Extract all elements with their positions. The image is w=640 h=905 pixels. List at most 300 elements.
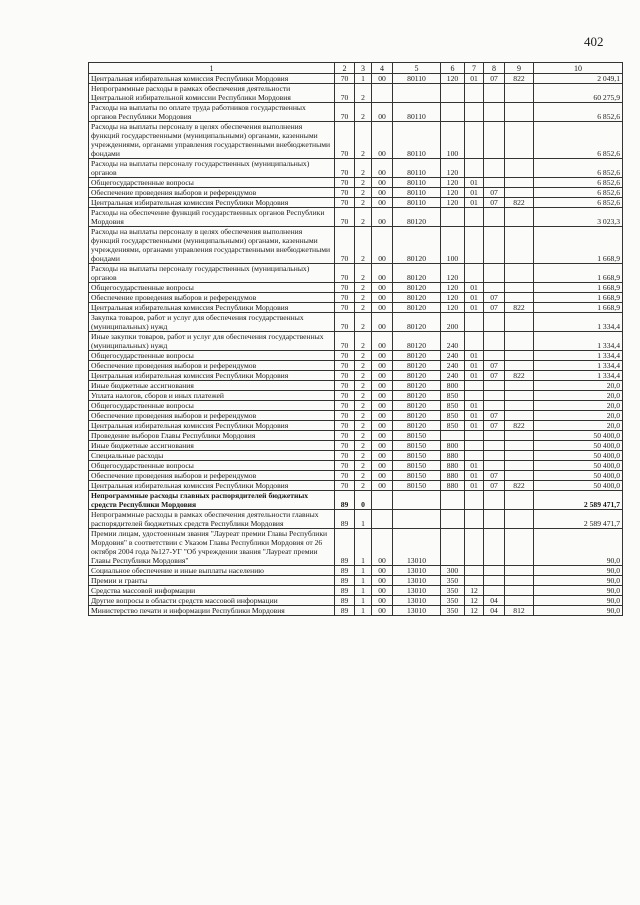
cell-c6: 850: [441, 401, 465, 411]
cell-c7: [465, 451, 484, 461]
cell-c3: 0: [355, 491, 372, 510]
cell-c4: 00: [372, 283, 393, 293]
cell-c8: [484, 441, 505, 451]
cell-c4: 00: [372, 586, 393, 596]
cell-c9: [505, 431, 534, 441]
cell-c6: 350: [441, 586, 465, 596]
table-body: [89, 74, 623, 616]
cell-c9: [505, 451, 534, 461]
cell-c7: 01: [465, 461, 484, 471]
cell-c5: 80120: [393, 411, 441, 421]
cell-c10: 50 400,0: [534, 441, 623, 451]
cell-c8: [484, 178, 505, 188]
cell-c7: 01: [465, 188, 484, 198]
cell-c2: 70: [335, 421, 355, 431]
cell-c4: 00: [372, 159, 393, 178]
row-label: Премии и гранты: [89, 576, 335, 586]
cell-c3: 2: [355, 401, 372, 411]
cell-c2: 70: [335, 159, 355, 178]
cell-c9: 822: [505, 198, 534, 208]
row-label: Общегосударственные вопросы: [89, 178, 335, 188]
cell-c6: 120: [441, 159, 465, 178]
cell-c4: 00: [372, 208, 393, 227]
cell-c9: 822: [505, 481, 534, 491]
cell-c10: 50 400,0: [534, 451, 623, 461]
column-header: 4: [372, 63, 393, 74]
cell-c2: 89: [335, 491, 355, 510]
cell-c9: 812: [505, 606, 534, 616]
cell-c2: 89: [335, 529, 355, 566]
cell-c3: 2: [355, 332, 372, 351]
cell-c6: 100: [441, 122, 465, 159]
cell-c6: 800: [441, 441, 465, 451]
column-header: 7: [465, 63, 484, 74]
cell-c10: 20,0: [534, 381, 623, 391]
cell-c8: [484, 586, 505, 596]
cell-c9: [505, 510, 534, 529]
cell-c10: 6 852,6: [534, 178, 623, 188]
cell-c7: 01: [465, 371, 484, 381]
cell-c2: 70: [335, 411, 355, 421]
cell-c2: 70: [335, 313, 355, 332]
cell-c6: 120: [441, 283, 465, 293]
table-row: [89, 461, 623, 471]
cell-c5: 80150: [393, 481, 441, 491]
cell-c3: 2: [355, 283, 372, 293]
cell-c5: 80110: [393, 178, 441, 188]
cell-c2: 70: [335, 381, 355, 391]
cell-c2: 70: [335, 198, 355, 208]
cell-c10: 90,0: [534, 529, 623, 566]
cell-c2: 70: [335, 332, 355, 351]
cell-c7: [465, 84, 484, 103]
cell-c4: 00: [372, 566, 393, 576]
cell-c3: 2: [355, 351, 372, 361]
cell-c10: 1 668,9: [534, 303, 623, 313]
cell-c2: 89: [335, 566, 355, 576]
cell-c6: 800: [441, 381, 465, 391]
cell-c5: 80120: [393, 283, 441, 293]
cell-c9: [505, 188, 534, 198]
cell-c2: 70: [335, 188, 355, 198]
table-row: [89, 283, 623, 293]
cell-c7: [465, 227, 484, 264]
cell-c3: 1: [355, 74, 372, 84]
row-label: Центральная избирательная комиссия Республики Мордовия: [89, 371, 335, 381]
cell-c6: 240: [441, 361, 465, 371]
cell-c7: [465, 381, 484, 391]
row-label: Расходы на выплаты персоналу государственных (муниципальных) органов: [89, 159, 335, 178]
cell-c8: [484, 576, 505, 586]
cell-c8: 07: [484, 293, 505, 303]
cell-c7: [465, 313, 484, 332]
table-row: [89, 606, 623, 616]
table-row: [89, 371, 623, 381]
cell-c7: 12: [465, 606, 484, 616]
cell-c6: 120: [441, 198, 465, 208]
cell-c8: [484, 391, 505, 401]
cell-c4: 00: [372, 461, 393, 471]
cell-c3: 2: [355, 381, 372, 391]
cell-c5: 80120: [393, 391, 441, 401]
cell-c4: 00: [372, 188, 393, 198]
cell-c5: 13010: [393, 566, 441, 576]
cell-c10: 20,0: [534, 411, 623, 421]
cell-c8: [484, 122, 505, 159]
cell-c8: 07: [484, 188, 505, 198]
table-row: [89, 529, 623, 566]
cell-c5: 80110: [393, 198, 441, 208]
cell-c8: [484, 491, 505, 510]
cell-c6: 100: [441, 227, 465, 264]
cell-c3: 2: [355, 159, 372, 178]
cell-c6: [441, 510, 465, 529]
cell-c5: 13010: [393, 529, 441, 566]
table-row: [89, 159, 623, 178]
cell-c3: 1: [355, 510, 372, 529]
cell-c8: 07: [484, 421, 505, 431]
cell-c10: 1 668,9: [534, 227, 623, 264]
cell-c8: [484, 313, 505, 332]
cell-c10: 6 852,6: [534, 122, 623, 159]
cell-c10: 20,0: [534, 421, 623, 431]
cell-c6: [441, 431, 465, 441]
cell-c6: 120: [441, 303, 465, 313]
cell-c10: 50 400,0: [534, 431, 623, 441]
table-row: [89, 188, 623, 198]
table-row: [89, 313, 623, 332]
row-label: Иные бюджетные ассигнования: [89, 441, 335, 451]
table-row: [89, 576, 623, 586]
row-label: Иные бюджетные ассигнования: [89, 381, 335, 391]
row-label: Другие вопросы в области средств массовой информации: [89, 596, 335, 606]
row-label: Закупка товаров, работ и услуг для обеспечения государственных (муниципальных) нужд: [89, 313, 335, 332]
cell-c6: 120: [441, 264, 465, 283]
cell-c6: 240: [441, 332, 465, 351]
cell-c8: [484, 332, 505, 351]
cell-c10: 1 668,9: [534, 283, 623, 293]
cell-c7: 01: [465, 421, 484, 431]
cell-c10: 50 400,0: [534, 471, 623, 481]
cell-c6: 850: [441, 411, 465, 421]
table-row: [89, 227, 623, 264]
cell-c6: 120: [441, 74, 465, 84]
cell-c7: [465, 332, 484, 351]
cell-c9: [505, 208, 534, 227]
table-row: [89, 421, 623, 431]
cell-c4: 00: [372, 391, 393, 401]
cell-c7: [465, 576, 484, 586]
cell-c8: [484, 159, 505, 178]
cell-c4: [372, 491, 393, 510]
cell-c2: 70: [335, 461, 355, 471]
cell-c5: 80120: [393, 264, 441, 283]
cell-c4: 00: [372, 227, 393, 264]
cell-c8: 07: [484, 74, 505, 84]
row-label: Социальное обеспечение и иные выплаты населению: [89, 566, 335, 576]
cell-c5: 80120: [393, 361, 441, 371]
cell-c4: 00: [372, 361, 393, 371]
row-label: Расходы на выплаты персоналу государственных (муниципальных) органов: [89, 264, 335, 283]
cell-c8: [484, 461, 505, 471]
cell-c8: [484, 208, 505, 227]
cell-c4: 00: [372, 381, 393, 391]
row-label: Иные закупки товаров, работ и услуг для обеспечения государственных (муниципальных) нужд: [89, 332, 335, 351]
cell-c10: 90,0: [534, 606, 623, 616]
row-label: Уплата налогов, сборов и иных платежей: [89, 391, 335, 401]
cell-c10: 90,0: [534, 566, 623, 576]
cell-c2: 70: [335, 471, 355, 481]
cell-c5: 80120: [393, 227, 441, 264]
row-label: Проведение выборов Главы Республики Мордовия: [89, 431, 335, 441]
cell-c5: 80120: [393, 208, 441, 227]
table-row: [89, 391, 623, 401]
cell-c7: [465, 566, 484, 576]
column-header: 1: [89, 63, 335, 74]
table-header-row: [89, 63, 623, 74]
cell-c6: 880: [441, 471, 465, 481]
cell-c10: 90,0: [534, 576, 623, 586]
cell-c6: 350: [441, 606, 465, 616]
row-label: Премии лицам, удостоенным звания "Лауреат премии Главы Республики Мордовия" в соответствии с Указом Главы Республики Мордовия от 26 октября 2004 года №127-УГ "Об учреждении звания "Лауреат премии Главы Республики Мордовия": [89, 529, 335, 566]
column-header: 2: [335, 63, 355, 74]
cell-c8: [484, 431, 505, 441]
cell-c5: 80110: [393, 74, 441, 84]
cell-c9: [505, 283, 534, 293]
cell-c4: 00: [372, 451, 393, 461]
cell-c4: 00: [372, 332, 393, 351]
cell-c10: 20,0: [534, 401, 623, 411]
column-header: 8: [484, 63, 505, 74]
cell-c9: [505, 576, 534, 586]
row-label: Общегосударственные вопросы: [89, 461, 335, 471]
table-row: [89, 510, 623, 529]
cell-c6: 350: [441, 576, 465, 586]
cell-c9: [505, 391, 534, 401]
row-label: Расходы на выплаты по оплате труда работников государственных органов Республики Мордовия: [89, 103, 335, 122]
table-row: [89, 198, 623, 208]
cell-c2: 70: [335, 431, 355, 441]
table-row: [89, 441, 623, 451]
column-header: 9: [505, 63, 534, 74]
cell-c4: 00: [372, 293, 393, 303]
cell-c9: [505, 178, 534, 188]
cell-c5: [393, 510, 441, 529]
cell-c7: 01: [465, 471, 484, 481]
cell-c8: [484, 381, 505, 391]
cell-c7: 01: [465, 283, 484, 293]
cell-c8: [484, 264, 505, 283]
cell-c5: [393, 491, 441, 510]
cell-c3: 2: [355, 431, 372, 441]
cell-c9: [505, 264, 534, 283]
cell-c3: 2: [355, 264, 372, 283]
cell-c7: [465, 391, 484, 401]
row-label: Расходы на выплаты персоналу в целях обеспечения выполнения функций государственными (муниципальными) органами, казенными учреждениями, органами управления государственными внебюджетными фондами: [89, 227, 335, 264]
cell-c7: 01: [465, 198, 484, 208]
cell-c5: 80150: [393, 431, 441, 441]
cell-c5: 80120: [393, 371, 441, 381]
cell-c8: 07: [484, 411, 505, 421]
cell-c3: 1: [355, 586, 372, 596]
cell-c8: [484, 283, 505, 293]
cell-c6: 880: [441, 451, 465, 461]
table-row: [89, 566, 623, 576]
cell-c8: [484, 227, 505, 264]
cell-c8: [484, 103, 505, 122]
cell-c6: 300: [441, 566, 465, 576]
table-row: [89, 481, 623, 491]
cell-c7: [465, 529, 484, 566]
cell-c2: 70: [335, 351, 355, 361]
cell-c4: 00: [372, 351, 393, 361]
cell-c7: [465, 103, 484, 122]
cell-c9: [505, 361, 534, 371]
cell-c5: 80110: [393, 103, 441, 122]
cell-c5: 80120: [393, 421, 441, 431]
cell-c6: [441, 103, 465, 122]
cell-c2: 70: [335, 264, 355, 283]
cell-c5: 80150: [393, 471, 441, 481]
cell-c2: 70: [335, 122, 355, 159]
table-row: [89, 264, 623, 283]
budget-table: [88, 62, 623, 616]
cell-c9: [505, 332, 534, 351]
cell-c7: [465, 491, 484, 510]
cell-c3: 2: [355, 421, 372, 431]
cell-c6: 120: [441, 178, 465, 188]
cell-c7: 01: [465, 401, 484, 411]
cell-c3: 2: [355, 178, 372, 188]
cell-c10: 90,0: [534, 586, 623, 596]
cell-c4: 00: [372, 596, 393, 606]
cell-c4: 00: [372, 178, 393, 188]
row-label: Обеспечение проведения выборов и референдумов: [89, 411, 335, 421]
row-label: Министерство печати и информации Республики Мордовия: [89, 606, 335, 616]
cell-c5: [393, 84, 441, 103]
cell-c3: 1: [355, 529, 372, 566]
cell-c7: 01: [465, 361, 484, 371]
cell-c6: 880: [441, 481, 465, 491]
cell-c5: 13010: [393, 606, 441, 616]
table-row: [89, 303, 623, 313]
cell-c3: 2: [355, 313, 372, 332]
cell-c10: 3 023,3: [534, 208, 623, 227]
cell-c5: 80110: [393, 188, 441, 198]
cell-c9: [505, 84, 534, 103]
cell-c5: 80120: [393, 313, 441, 332]
cell-c3: 2: [355, 411, 372, 421]
cell-c9: [505, 103, 534, 122]
cell-c7: 12: [465, 586, 484, 596]
cell-c10: 1 668,9: [534, 264, 623, 283]
cell-c7: [465, 208, 484, 227]
cell-c8: [484, 510, 505, 529]
cell-c3: 2: [355, 303, 372, 313]
cell-c4: 00: [372, 431, 393, 441]
cell-c10: 1 334,4: [534, 371, 623, 381]
table-row: [89, 471, 623, 481]
cell-c5: 80120: [393, 351, 441, 361]
row-label: Обеспечение проведения выборов и референдумов: [89, 471, 335, 481]
cell-c3: 1: [355, 576, 372, 586]
cell-c4: 00: [372, 371, 393, 381]
table-row: [89, 84, 623, 103]
cell-c6: 240: [441, 351, 465, 361]
cell-c4: 00: [372, 264, 393, 283]
cell-c6: 350: [441, 596, 465, 606]
row-label: Центральная избирательная комиссия Республики Мордовия: [89, 74, 335, 84]
cell-c2: 89: [335, 576, 355, 586]
cell-c2: 70: [335, 361, 355, 371]
cell-c10: 20,0: [534, 391, 623, 401]
cell-c8: 04: [484, 606, 505, 616]
cell-c9: [505, 529, 534, 566]
cell-c9: 822: [505, 421, 534, 431]
cell-c6: 120: [441, 188, 465, 198]
cell-c4: 00: [372, 122, 393, 159]
cell-c9: [505, 441, 534, 451]
cell-c6: [441, 491, 465, 510]
cell-c2: 70: [335, 293, 355, 303]
cell-c5: 13010: [393, 576, 441, 586]
cell-c6: 240: [441, 371, 465, 381]
cell-c8: 07: [484, 198, 505, 208]
page-number: 402: [584, 34, 604, 49]
row-label: Расходы на выплаты персоналу в целях обеспечения выполнения функций государственными (муниципальными) органами, казенными учреждениями, органами управления государственными внебюджетными фондами: [89, 122, 335, 159]
cell-c9: [505, 293, 534, 303]
cell-c2: 89: [335, 510, 355, 529]
cell-c2: 70: [335, 371, 355, 381]
cell-c4: 00: [372, 103, 393, 122]
cell-c9: [505, 411, 534, 421]
cell-c7: 01: [465, 293, 484, 303]
column-header: 5: [393, 63, 441, 74]
cell-c3: 2: [355, 293, 372, 303]
table-row: [89, 293, 623, 303]
cell-c8: [484, 84, 505, 103]
cell-c6: 880: [441, 461, 465, 471]
row-label: Общегосударственные вопросы: [89, 283, 335, 293]
cell-c10: 2 589 471,7: [534, 491, 623, 510]
cell-c3: 2: [355, 122, 372, 159]
cell-c4: 00: [372, 529, 393, 566]
cell-c8: 07: [484, 481, 505, 491]
column-header: 6: [441, 63, 465, 74]
cell-c3: 2: [355, 461, 372, 471]
table-row: [89, 381, 623, 391]
cell-c9: [505, 122, 534, 159]
cell-c6: 850: [441, 391, 465, 401]
row-label: Расходы на обеспечение функций государственных органов Республики Мордовия: [89, 208, 335, 227]
cell-c3: 2: [355, 441, 372, 451]
cell-c5: 80110: [393, 122, 441, 159]
row-label: Обеспечение проведения выборов и референдумов: [89, 361, 335, 371]
cell-c7: 01: [465, 481, 484, 491]
cell-c2: 70: [335, 401, 355, 411]
cell-c2: 89: [335, 596, 355, 606]
cell-c4: 00: [372, 74, 393, 84]
cell-c4: 00: [372, 471, 393, 481]
table-row: [89, 351, 623, 361]
cell-c2: 70: [335, 103, 355, 122]
cell-c2: 70: [335, 74, 355, 84]
cell-c3: 2: [355, 391, 372, 401]
cell-c9: [505, 381, 534, 391]
cell-c3: 2: [355, 198, 372, 208]
cell-c10: 1 334,4: [534, 351, 623, 361]
cell-c2: 70: [335, 481, 355, 491]
